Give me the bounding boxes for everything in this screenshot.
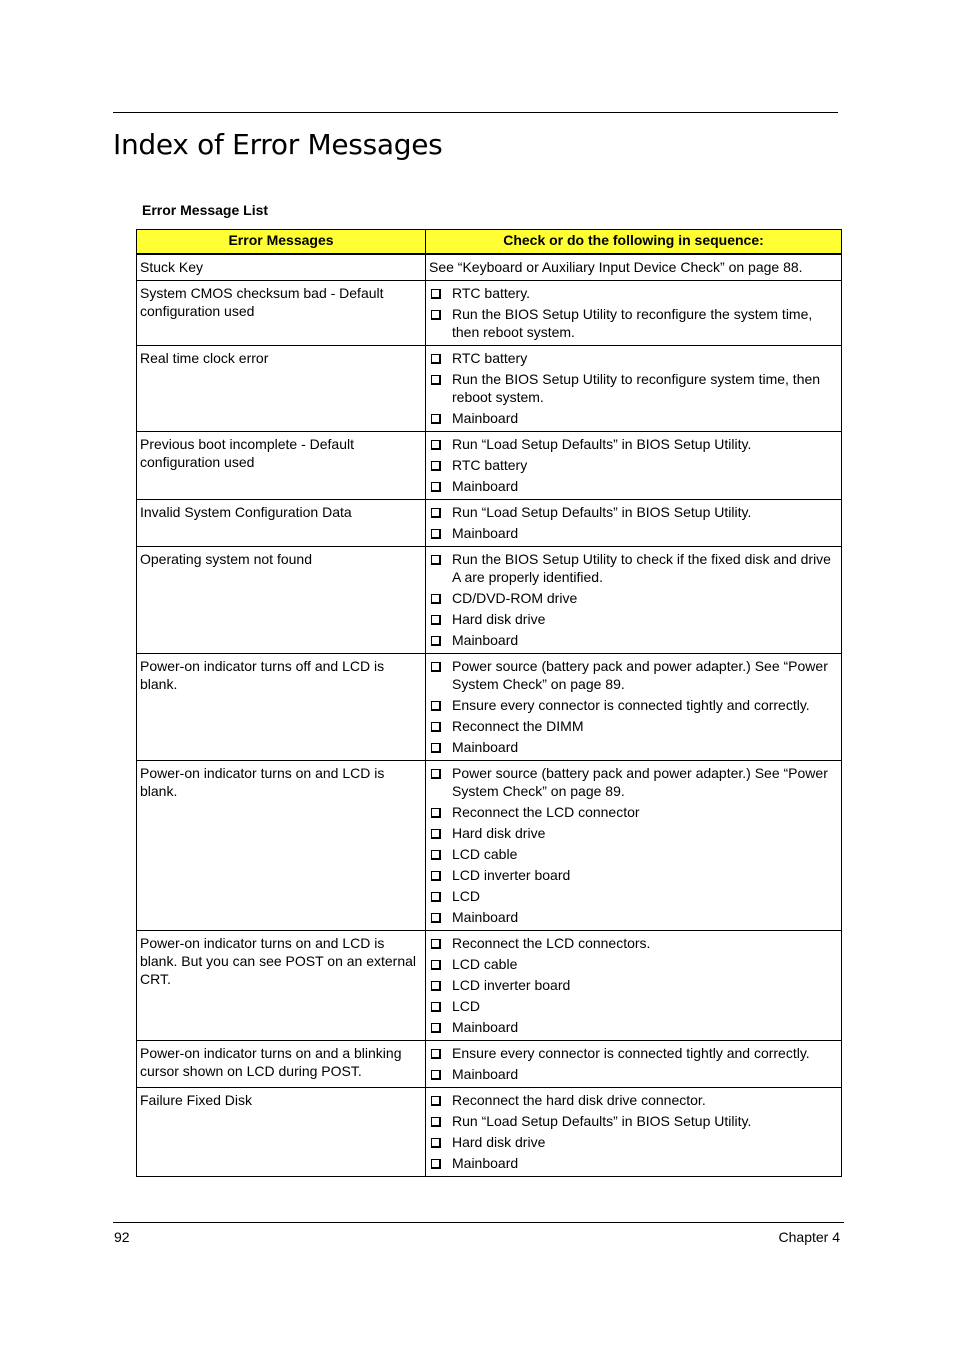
error-message-cell: Power-on indicator turns off and LCD is blank.	[137, 654, 426, 761]
checkbox-icon	[431, 289, 441, 299]
action-text: Hard disk drive	[452, 825, 546, 841]
check-actions-cell	[426, 255, 842, 281]
action-item	[429, 1065, 838, 1083]
error-message-cell: Previous boot incomplete - Default configuration used	[137, 432, 426, 500]
checkbox-icon	[431, 555, 441, 565]
checkbox-icon	[431, 461, 441, 471]
check-actions-cell	[426, 761, 842, 931]
action-list	[429, 1091, 838, 1172]
action-text: Power source (battery pack and power adapter.) See “Power System Check” on page 89.	[452, 658, 828, 692]
action-item	[429, 976, 838, 994]
action-item	[429, 824, 838, 842]
action-item	[429, 550, 838, 586]
action-text: RTC battery	[452, 350, 528, 366]
action-text: Reconnect the DIMM	[452, 718, 584, 734]
action-text: Mainboard	[452, 1155, 519, 1171]
action-item	[429, 1133, 838, 1151]
action-item	[429, 908, 838, 926]
checkbox-icon	[431, 662, 441, 672]
check-actions-cell	[426, 281, 842, 346]
action-text: Run the BIOS Setup Utility to check if the fixed disk and drive A are properly identified.	[452, 551, 831, 585]
checkbox-icon	[431, 636, 441, 646]
action-item	[429, 997, 838, 1015]
action-text: Mainboard	[452, 1066, 519, 1082]
action-text: Run the BIOS Setup Utility to reconfigure system time, then reboot system.	[452, 371, 821, 405]
action-item	[429, 955, 838, 973]
action-text: CD/DVD-ROM drive	[452, 590, 578, 606]
check-actions-cell	[426, 1041, 842, 1088]
error-message-cell: Power-on indicator turns on and LCD is blank.	[137, 761, 426, 931]
check-note: See “Keyboard or Auxiliary Input Device Check” on page 88.	[429, 259, 803, 275]
action-item	[429, 610, 838, 628]
action-item	[429, 589, 838, 607]
check-actions-cell	[426, 1088, 842, 1177]
action-text: Ensure every connector is connected tightly and correctly.	[452, 1045, 810, 1061]
checkbox-icon	[431, 701, 441, 711]
action-text: Run “Load Setup Defaults” in BIOS Setup Utility.	[452, 504, 752, 520]
action-item	[429, 866, 838, 884]
action-item	[429, 1018, 838, 1036]
action-list	[429, 764, 838, 926]
error-message-cell: Power-on indicator turns on and a blinking cursor shown on LCD during POST.	[137, 1041, 426, 1088]
action-item	[429, 477, 838, 495]
action-list	[429, 1044, 838, 1083]
table-row	[137, 654, 842, 761]
action-text: LCD	[452, 888, 481, 904]
chapter-label: Chapter 4	[778, 1229, 840, 1245]
action-item	[429, 845, 838, 863]
action-list	[429, 657, 838, 756]
error-message-cell: Real time clock error	[137, 346, 426, 432]
action-item	[429, 1091, 838, 1109]
checkbox-icon	[431, 1138, 441, 1148]
action-item	[429, 696, 838, 714]
checkbox-icon	[431, 871, 441, 881]
checkbox-icon	[431, 529, 441, 539]
error-message-cell: Power-on indicator turns on and LCD is blank. But you can see POST on an external CRT.	[137, 931, 426, 1041]
checkbox-icon	[431, 829, 441, 839]
action-text: LCD inverter board	[452, 977, 571, 993]
table-row	[137, 1041, 842, 1088]
action-list	[429, 550, 838, 649]
action-text: Mainboard	[452, 739, 519, 755]
checkbox-icon	[431, 722, 441, 732]
action-text: Mainboard	[452, 632, 519, 648]
table-row	[137, 346, 842, 432]
action-text: Reconnect the LCD connectors.	[452, 935, 651, 951]
action-text: Reconnect the hard disk drive connector.	[452, 1092, 706, 1108]
action-text: Mainboard	[452, 525, 519, 541]
action-text: Mainboard	[452, 410, 519, 426]
checkbox-icon	[431, 743, 441, 753]
checkbox-icon	[431, 939, 441, 949]
table-row	[137, 255, 842, 281]
checkbox-icon	[431, 981, 441, 991]
action-text: LCD cable	[452, 846, 518, 862]
checkbox-icon	[431, 414, 441, 424]
action-item	[429, 1044, 838, 1062]
checkbox-icon	[431, 808, 441, 818]
checkbox-icon	[431, 594, 441, 604]
check-actions-cell	[426, 500, 842, 547]
page-number: 92	[114, 1229, 130, 1245]
action-item	[429, 349, 838, 367]
checkbox-icon	[431, 310, 441, 320]
checkbox-icon	[431, 482, 441, 492]
section-label: Error Message List	[142, 202, 269, 218]
action-text: RTC battery.	[452, 285, 531, 301]
action-text: Run “Load Setup Defaults” in BIOS Setup Utility.	[452, 436, 752, 452]
check-actions-cell	[426, 346, 842, 432]
action-text: Hard disk drive	[452, 1134, 546, 1150]
action-list	[429, 284, 838, 341]
table-row	[137, 500, 842, 547]
checkbox-icon	[431, 354, 441, 364]
check-actions-cell	[426, 432, 842, 500]
table-row	[137, 432, 842, 500]
error-message-cell: Invalid System Configuration Data	[137, 500, 426, 547]
checkbox-icon	[431, 769, 441, 779]
action-item	[429, 738, 838, 756]
error-message-cell: System CMOS checksum bad - Default configuration used	[137, 281, 426, 346]
error-message-cell: Failure Fixed Disk	[137, 1088, 426, 1177]
action-list	[429, 934, 838, 1036]
page-title: Index of Error Messages	[113, 128, 443, 161]
action-item	[429, 887, 838, 905]
action-item	[429, 284, 838, 302]
action-item	[429, 370, 838, 406]
table-body	[137, 254, 842, 1177]
action-item	[429, 524, 838, 542]
action-item	[429, 803, 838, 821]
top-rule	[113, 112, 838, 113]
bottom-rule	[113, 1222, 844, 1223]
action-item	[429, 764, 838, 800]
action-list	[429, 503, 838, 542]
action-text: Power source (battery pack and power adapter.) See “Power System Check” on page 89.	[452, 765, 828, 799]
action-text: LCD inverter board	[452, 867, 571, 883]
action-text: RTC battery	[452, 457, 528, 473]
check-actions-cell	[426, 547, 842, 654]
action-item	[429, 456, 838, 474]
action-item	[429, 717, 838, 735]
action-list	[429, 435, 838, 495]
checkbox-icon	[431, 1159, 441, 1169]
checkbox-icon	[431, 850, 441, 860]
table-row	[137, 931, 842, 1041]
checkbox-icon	[431, 375, 441, 385]
error-message-cell: Stuck Key	[137, 255, 426, 281]
table-header-row	[137, 230, 842, 254]
checkbox-icon	[431, 508, 441, 518]
action-item	[429, 657, 838, 693]
checkbox-icon	[431, 440, 441, 450]
action-text: LCD cable	[452, 956, 518, 972]
action-item	[429, 934, 838, 952]
action-item	[429, 409, 838, 427]
action-item	[429, 435, 838, 453]
checkbox-icon	[431, 892, 441, 902]
error-message-cell: Operating system not found	[137, 547, 426, 654]
checkbox-icon	[431, 1049, 441, 1059]
action-item	[429, 1154, 838, 1172]
action-list	[429, 349, 838, 427]
action-item	[429, 503, 838, 521]
header-error-messages: Error Messages	[137, 230, 426, 254]
checkbox-icon	[431, 1096, 441, 1106]
action-text: Mainboard	[452, 909, 519, 925]
action-text: LCD	[452, 998, 481, 1014]
table-row	[137, 761, 842, 931]
check-actions-cell	[426, 931, 842, 1041]
action-text: Run “Load Setup Defaults” in BIOS Setup Utility.	[452, 1113, 752, 1129]
checkbox-icon	[431, 1117, 441, 1127]
table-row	[137, 1088, 842, 1177]
checkbox-icon	[431, 960, 441, 970]
checkbox-icon	[431, 1070, 441, 1080]
checkbox-icon	[431, 1023, 441, 1033]
action-text: Mainboard	[452, 478, 519, 494]
checkbox-icon	[431, 913, 441, 923]
action-item	[429, 305, 838, 341]
header-check-sequence: Check or do the following in sequence:	[426, 230, 842, 254]
check-actions-cell	[426, 654, 842, 761]
table-row	[137, 281, 842, 346]
checkbox-icon	[431, 1002, 441, 1012]
action-text: Mainboard	[452, 1019, 519, 1035]
action-text: Hard disk drive	[452, 611, 546, 627]
action-text: Ensure every connector is connected tightly and correctly.	[452, 697, 810, 713]
table-row	[137, 547, 842, 654]
checkbox-icon	[431, 615, 441, 625]
action-item	[429, 1112, 838, 1130]
action-item	[429, 631, 838, 649]
error-message-table	[136, 229, 842, 1177]
action-text: Reconnect the LCD connector	[452, 804, 640, 820]
action-text: Run the BIOS Setup Utility to reconfigure the system time, then reboot system.	[452, 306, 813, 340]
